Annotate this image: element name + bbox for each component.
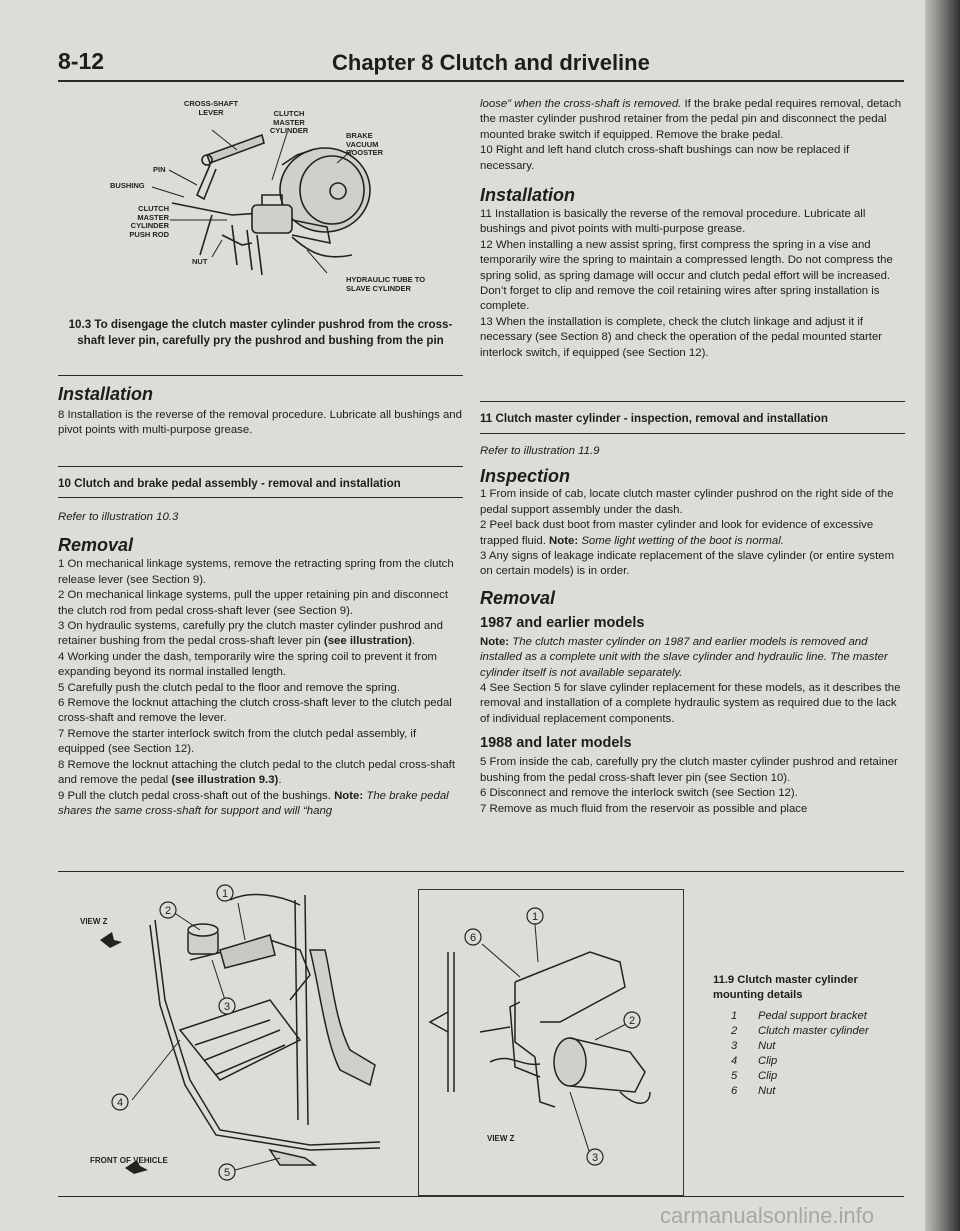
subheading-1988: 1988 and later models <box>480 735 632 752</box>
paragraph: 5 From inside the cab, carefully pry the clutch master cylinder pushrod and retainer bushing from the pedal cross-shaft lever pin (see Section 10). <box>480 756 898 784</box>
paragraph <box>480 97 905 143</box>
subheading-1987: 1987 and earlier models <box>480 614 645 631</box>
key-label: Clutch master cylinder <box>758 1025 869 1037</box>
text-bold: Note: <box>549 534 582 547</box>
key-label: Nut <box>758 1085 776 1097</box>
paragraph: 13 When the installation is complete, check the clutch linkage and adjust it if necessary (see Section 8) and check the operation of the pedal mounted starter interlock switch, if equipped (see Section 12). <box>480 315 883 359</box>
callout-number-3: 3 <box>223 1001 231 1013</box>
left-column-sec10 <box>58 476 463 491</box>
callout-nut: NUT <box>192 257 208 266</box>
text: If the brake pedal requires removal, detach the master cylinder pushrod retainer from the pedal pin and disconnect the pedal mounted brake switch if equipped. Remove the brake pedal. <box>480 98 902 141</box>
heading-inspection: Inspection <box>480 466 571 487</box>
callout-number-3: 3 <box>591 1152 599 1164</box>
paragraph: 7 Remove as much fluid from the reservoir as possible and place <box>480 802 808 815</box>
rule <box>480 433 905 434</box>
rule <box>480 401 905 402</box>
left-column <box>58 383 463 439</box>
paragraph <box>58 619 463 650</box>
key-number: 5 <box>731 1070 738 1082</box>
rule <box>58 375 463 376</box>
paragraph: 7 Remove the starter interlock switch from the clutch pedal assembly, if equipped (see Section 12). <box>58 727 417 756</box>
text-italic: The clutch master cylinder on 1987 and earlier models is removed and installed as a complete unit with the slave cylinder and hydraulic line. The master cylinder itself is not available separately. <box>480 635 888 679</box>
heading-removal: Removal <box>58 535 134 556</box>
callout-number-5: 5 <box>223 1167 231 1179</box>
refer-illustration: Refer to illustration 11.9 <box>480 445 600 457</box>
page-number: 8-12 <box>58 48 105 74</box>
text: 9 Pull the clutch pedal cross-shaft out of the bushings. <box>58 789 335 802</box>
text: 8 Remove the locknut attaching the clutch pedal to the clutch pedal cross-shaft and remove the pedal <box>58 758 456 787</box>
page-binding-edge <box>925 0 960 1231</box>
paragraph <box>58 789 463 820</box>
figure-11-9-caption: 11.9 Clutch master cylinder mounting details <box>713 974 858 1001</box>
rule <box>58 497 463 498</box>
key-number: 1 <box>731 1010 738 1022</box>
callout-hydraulic-tube: HYDRAULIC TUBE TO SLAVE CYLINDER <box>346 275 426 293</box>
paragraph: 8 Installation is the reverse of the removal procedure. Lubricate all bushings and pivot points with multi-purpose grease. <box>58 409 462 437</box>
section-11-title: 11 Clutch master cylinder - inspection, removal and installation <box>480 412 828 425</box>
paragraph <box>480 518 905 549</box>
figure-11-9-drawing <box>70 880 415 1190</box>
paragraph-note <box>480 635 905 681</box>
key-label: Nut <box>758 1040 776 1052</box>
label-front-of-vehicle: FRONT OF VEHICLE <box>90 1156 168 1165</box>
paragraph: 6 Remove the locknut attaching the clutch cross-shaft lever to the clutch pedal cross-shaft and remove the lever. <box>58 697 452 725</box>
label-view-z-box: VIEW Z <box>487 1134 515 1143</box>
callout-number-2: 2 <box>628 1015 636 1027</box>
callout-number-2: 2 <box>164 905 172 917</box>
section-10-title: 10 Clutch and brake pedal assembly - removal and installation <box>58 477 401 490</box>
paragraph: 1 From inside of cab, locate clutch master cylinder pushrod on the right side of the pedal support assembly under the dash. <box>480 488 894 516</box>
key-label: Clip <box>758 1055 778 1067</box>
callout-brake-vacuum-booster: BRAKE VACUUM BOOSTER <box>346 131 384 157</box>
header-rule <box>58 80 904 82</box>
callout-bushing: BUSHING <box>110 181 145 190</box>
view-z-drawing <box>420 892 680 1192</box>
paragraph: 11 Installation is basically the reverse of the removal procedure. Lubricate all bushings and pivot points with multi-purpose grease. <box>480 208 866 236</box>
paragraph: 5 Carefully push the clutch pedal to the floor and remove the spring. <box>58 681 400 694</box>
chapter-title: Chapter 8 Clutch and driveline <box>332 50 650 75</box>
text-bold: Note: <box>334 789 367 802</box>
paragraph: 10 Right and left hand clutch cross-shaft bushings can now be replaced if necessary. <box>480 144 850 172</box>
key-label: Pedal support bracket <box>758 1010 867 1022</box>
callout-pin: PIN <box>153 165 166 174</box>
key-row <box>713 1084 903 1099</box>
paragraph: 4 Working under the dash, temporarily wire the spring coil to prevent it from expanding beyond its normal installed length. <box>58 650 438 679</box>
callout-push-rod: CLUTCH MASTER CYLINDER PUSH ROD <box>129 204 169 239</box>
paragraph <box>58 758 463 789</box>
key-number: 4 <box>731 1055 738 1067</box>
callout-number-4: 4 <box>116 1097 124 1109</box>
key-row <box>713 1069 903 1084</box>
key-row <box>713 1054 903 1069</box>
text: . <box>278 774 282 787</box>
refer-illustration: Refer to illustration 10.3 <box>58 511 179 523</box>
text: 3 On hydraulic systems, carefully pry the clutch master cylinder pushrod and retainer bushing from the pedal cross-shaft lever pin <box>58 620 443 648</box>
callout-clutch-master-cylinder: CLUTCH MASTER CYLINDER <box>269 109 309 135</box>
text: . <box>411 635 416 648</box>
key-row <box>713 1009 903 1024</box>
figure-bottom-rule <box>58 1196 904 1197</box>
heading-removal: Removal <box>480 587 556 608</box>
left-column-body <box>58 510 463 819</box>
paragraph: 12 When installing a new assist spring, first compress the spring in a vise and temporarily wire the spring to maintain a compressed length. Do not compress the spring solid, as spring damage will occur and clutch pedal effort will be increased. Don’t forget to clip and remove the coil retaining wires after spring installation is complete. <box>480 238 893 313</box>
callout-number-1: 1 <box>531 911 539 923</box>
heading-installation: Installation <box>58 384 154 404</box>
heading-installation: Installation <box>480 185 576 206</box>
paragraph: 2 On mechanical linkage systems, pull the upper retaining pin and disconnect the clutch rod from pedal cross-shaft lever (see Section 9). <box>58 589 449 617</box>
key-number: 6 <box>731 1085 738 1097</box>
figure-10-3-caption: 10.3 To disengage the clutch master cylinder pushrod from the cross-shaft lever pin, carefully pry the pushrod and bushing from the pin <box>68 318 453 347</box>
text-bold: Note: <box>480 635 513 648</box>
figure-11-9-key <box>713 973 903 1099</box>
text-italic: The brake pedal shares the same cross-shaft for support and will “hang <box>58 789 449 817</box>
right-column-sec11 <box>480 411 905 426</box>
callout-cross-shaft-lever: CROSS-SHAFT LEVER <box>183 99 239 117</box>
paragraph: 3 Any signs of leakage indicate replacement of the slave cylinder (or entire system on certain models) is in order. <box>480 550 895 578</box>
paragraph: 4 See Section 5 for slave cylinder replacement for these models, as it describes the removal and installation of a complete hydraulic system as required due to the lack of individual replacement components. <box>480 682 901 725</box>
paragraph: 6 Disconnect and remove the interlock switch (see Section 12). <box>480 787 798 800</box>
text-bold: (see illustration 9.3) <box>171 774 279 787</box>
right-column-body <box>480 444 905 817</box>
right-column <box>480 97 905 361</box>
rule <box>58 466 463 467</box>
text: 2 Peel back dust boot from master cylinder and look for evidence of excessive trapped fluid. <box>480 519 874 547</box>
watermark-bottom: carmanualsonline.info <box>660 1203 875 1228</box>
key-number: 2 <box>731 1025 738 1037</box>
callout-number-6: 6 <box>469 932 477 944</box>
text-italic: loose” when the cross-shaft is removed. <box>480 98 682 110</box>
text-bold: (see illustration) <box>323 635 412 648</box>
label-view-z-left: VIEW Z <box>80 917 108 926</box>
text-italic: Some light wetting of the boot is normal. <box>581 534 784 547</box>
figure-top-rule <box>58 871 904 872</box>
key-number: 3 <box>731 1040 738 1052</box>
callout-number-1: 1 <box>221 888 229 900</box>
key-row <box>713 1039 903 1054</box>
key-label: Clip <box>758 1070 778 1082</box>
key-row <box>713 1024 903 1039</box>
paragraph: 1 On mechanical linkage systems, remove the retracting spring from the clutch release lever (see Section 9). <box>58 558 454 586</box>
